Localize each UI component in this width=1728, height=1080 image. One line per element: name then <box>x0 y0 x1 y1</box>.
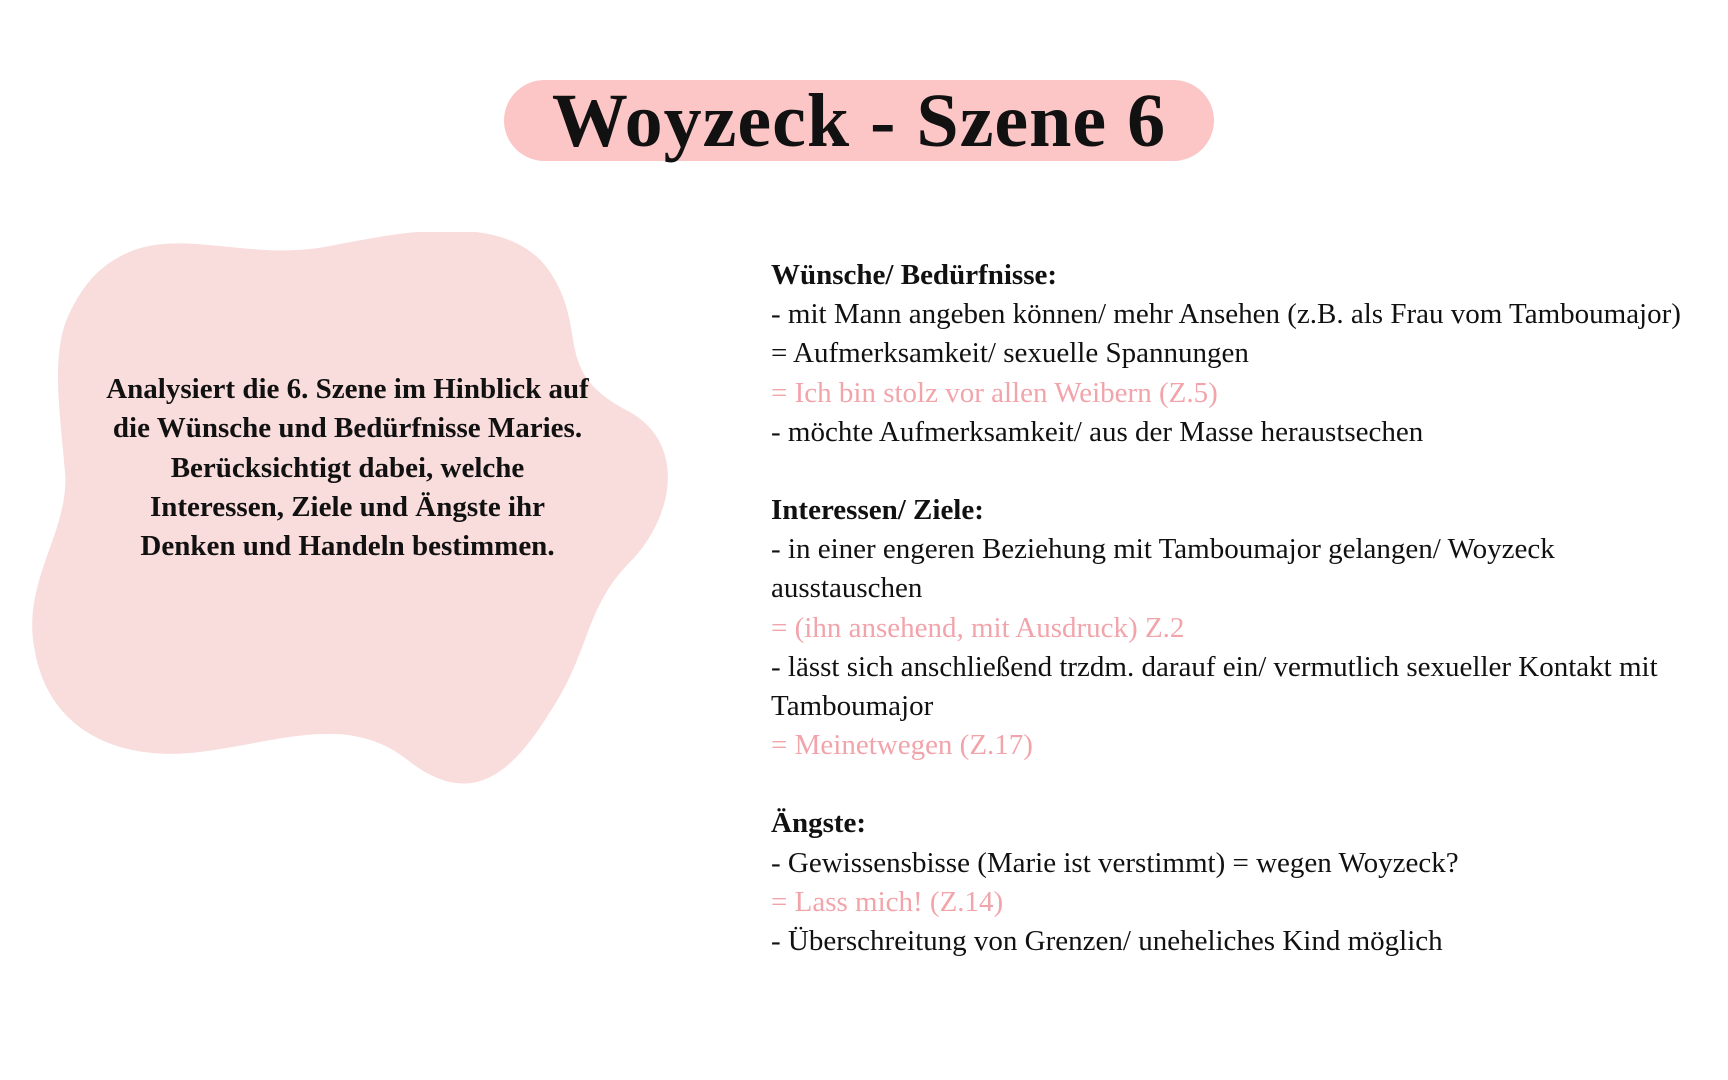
notes <box>771 256 1691 1000</box>
note-line: - in einer engeren Beziehung mit Tamboumajor gelangen/ Woyzeck ausstauschen <box>771 533 1555 605</box>
quote-line: = Ich bin stolz vor allen Weibern (Z.5) <box>771 376 1218 409</box>
note-line: - lässt sich anschließend trzdm. darauf ein/ vermutlich sexueller Kontakt mit Tamboumajor <box>771 650 1658 723</box>
note-line: - möchte Aufmerksamkeit/ aus der Masse heraustsechen <box>771 415 1424 448</box>
note-line: - mit Mann angeben können/ mehr Ansehen (z.B. als Frau vom Tamboumajor) = Aufmerksamkeit/ sexuelle Spannungen <box>771 298 1681 370</box>
task-prompt: Analysiert die 6. Szene im Hinblick auf die Wünsche und Bedürfnisse Maries. Berücksichtigt dabei, welche Interessen, Ziele und Ängste ihr Denken und Handeln bestimmen. <box>106 373 589 563</box>
note-line: - Gewissensbisse (Marie ist verstimmt) = wegen Woyzeck? <box>771 846 1459 879</box>
section-wuensche <box>771 256 1691 452</box>
title-banner <box>504 80 1214 161</box>
section-heading: Ängste: <box>771 807 867 840</box>
section-aengste <box>771 804 1691 961</box>
quote-line: = Meinetwegen (Z.17) <box>771 729 1033 762</box>
section-heading: Wünsche/ Bedürfnisse: <box>771 259 1058 291</box>
section-interessen <box>771 491 1691 765</box>
note-line: - Überschreitung von Grenzen/ uneheliches Kind möglich <box>771 925 1443 958</box>
quote-line: = Lass mich! (Z.14) <box>771 885 1004 918</box>
section-heading: Interessen/ Ziele: <box>771 494 984 527</box>
quote-line: = (ihn ansehend, mit Ausdruck) Z.2 <box>771 611 1185 644</box>
page-title: Woyzeck - Szene 6 <box>551 78 1167 163</box>
